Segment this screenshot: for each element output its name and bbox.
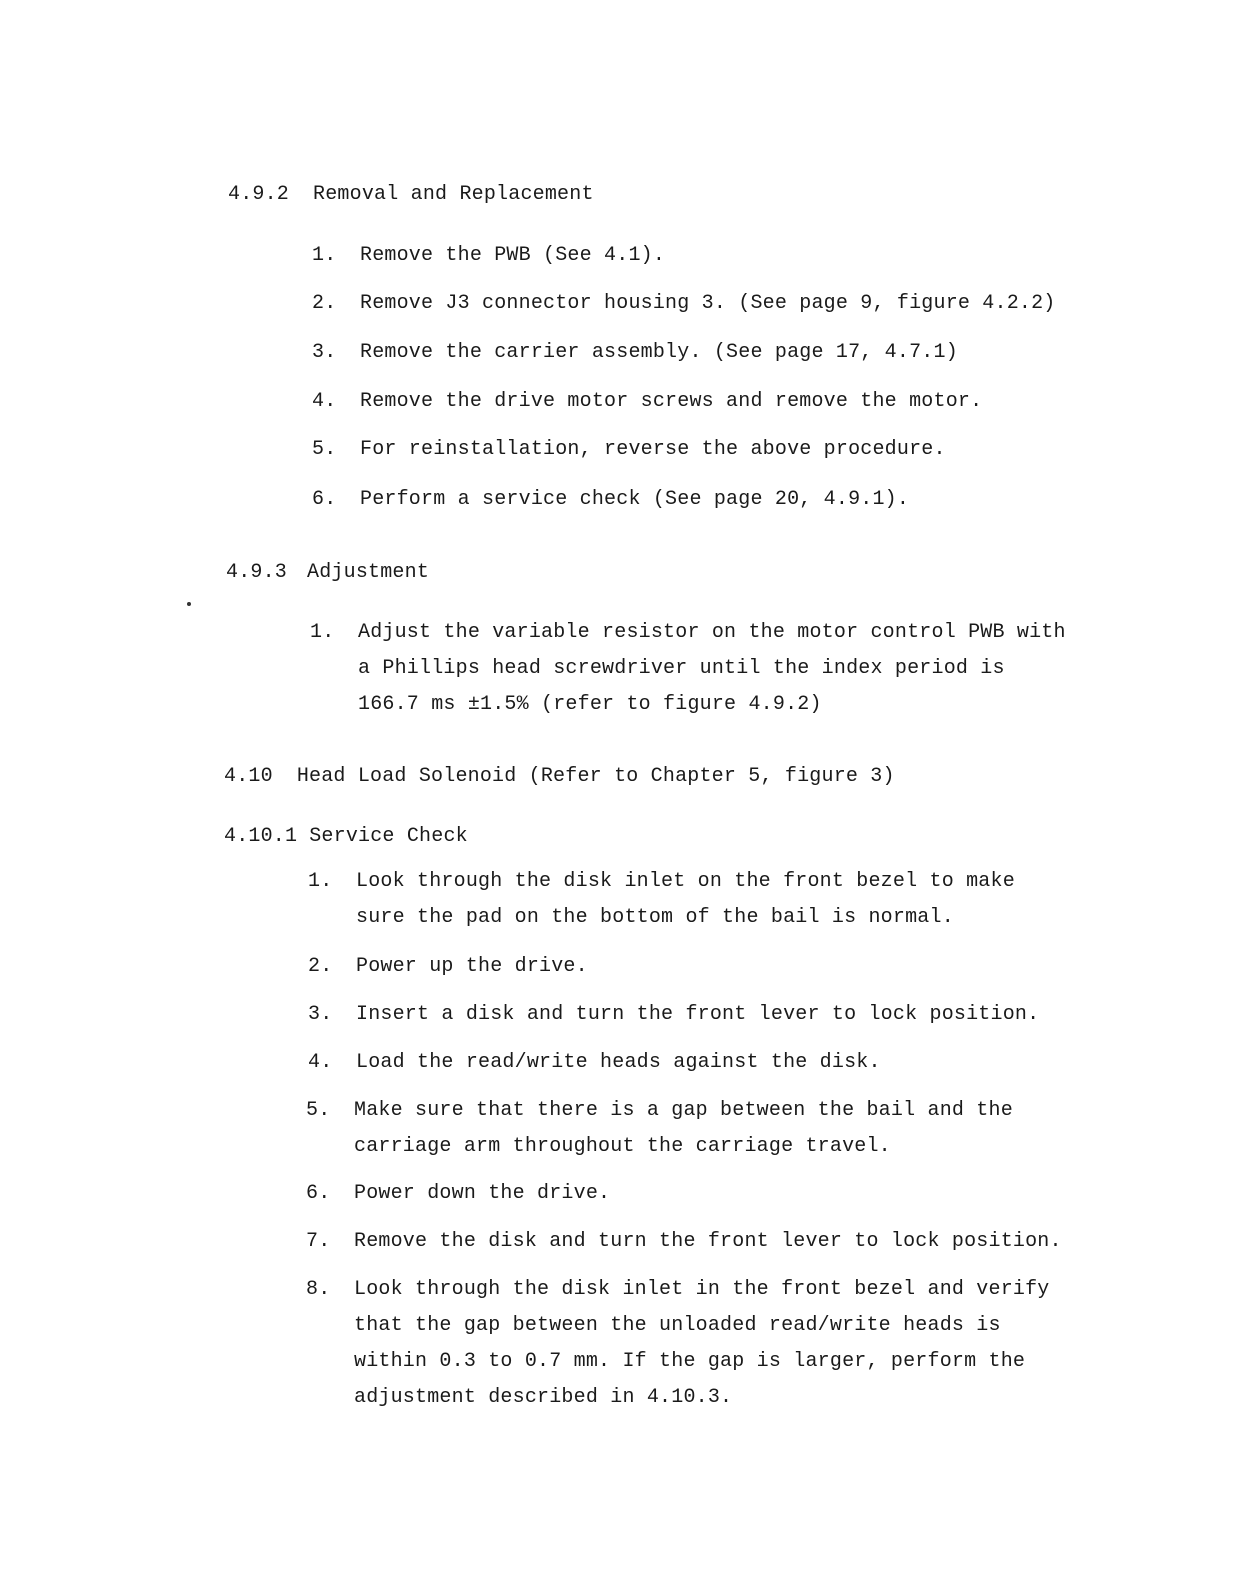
list-item-text: Remove the carrier assembly. (See page 17, 4.7.1) (360, 341, 958, 364)
list-item-text: Remove the disk and turn the front lever to lock position. (354, 1230, 1062, 1253)
list-item-text: Remove J3 connector housing 3. (See page 9, figure 4.2.2) (360, 292, 1056, 315)
list-item-text: Power down the drive. (354, 1182, 611, 1205)
list-item-number: 2. (308, 955, 333, 978)
list-item-text: Adjust the variable resistor on the motor control PWB with a Phillips head screwdriver until the index period is 166.7 ms ±1.5% (refer to figure 4.9.2) (358, 621, 1066, 716)
list-item-number: 1. (310, 621, 335, 644)
section-title: Service Check (309, 825, 468, 848)
list-item-number: 3. (308, 1003, 333, 1026)
section-number: 4.9.2 (228, 183, 290, 206)
list-item-number: 4. (312, 390, 337, 413)
list-item-text: Look through the disk inlet on the front bezel to make sure the pad on the bottom of the bail is normal. (356, 870, 1015, 929)
list-item-text: Make sure that there is a gap between the bail and the carriage arm throughout the carriage travel. (354, 1099, 1013, 1158)
list-item-number: 1. (308, 870, 333, 893)
section-number: 4.9.3 (226, 561, 288, 584)
list-item-text: Insert a disk and turn the front lever to lock position. (356, 1003, 1040, 1026)
scan-speck (187, 602, 191, 606)
section-title: Removal and Replacement (313, 183, 594, 206)
list-item-text: Remove the PWB (See 4.1). (360, 244, 666, 267)
list-item-text: Load the read/write heads against the disk. (356, 1051, 881, 1074)
section-number: 4.10.1 (224, 825, 298, 848)
list-item-number: 4. (308, 1051, 333, 1074)
list-item-number: 5. (312, 438, 337, 461)
list-item-number: 2. (312, 292, 337, 315)
section-title: Adjustment (307, 561, 430, 584)
list-item-text: Power up the drive. (356, 955, 588, 978)
section-heading-4-9-3 (226, 561, 429, 585)
list-item-number: 7. (306, 1230, 331, 1253)
list-item-number: 3. (312, 341, 337, 364)
list-item-number: 5. (306, 1099, 331, 1122)
list-item-number: 1. (312, 244, 337, 267)
section-heading-4-10 (224, 765, 895, 789)
section-title: Head Load Solenoid (Refer to Chapter 5, figure 3) (296, 765, 895, 788)
list-item-text: Perform a service check (See page 20, 4.9.1). (360, 488, 910, 511)
list-item-text: Look through the disk inlet in the front bezel and verify that the gap between the unloaded read/write heads is within 0.3 to 0.7 mm. If the gap is larger, perform the adjustment described in 4.10.3. (354, 1278, 1050, 1409)
list-item-number: 6. (312, 488, 337, 511)
list-item-text: Remove the drive motor screws and remove the motor. (360, 390, 983, 413)
section-number: 4.10 (224, 765, 273, 788)
list-item-number: 8. (306, 1278, 331, 1301)
section-heading-4-9-2 (228, 183, 594, 207)
section-heading-4-10-1 (224, 825, 468, 849)
list-item-number: 6. (306, 1182, 331, 1205)
list-item-text: For reinstallation, reverse the above procedure. (360, 438, 946, 461)
